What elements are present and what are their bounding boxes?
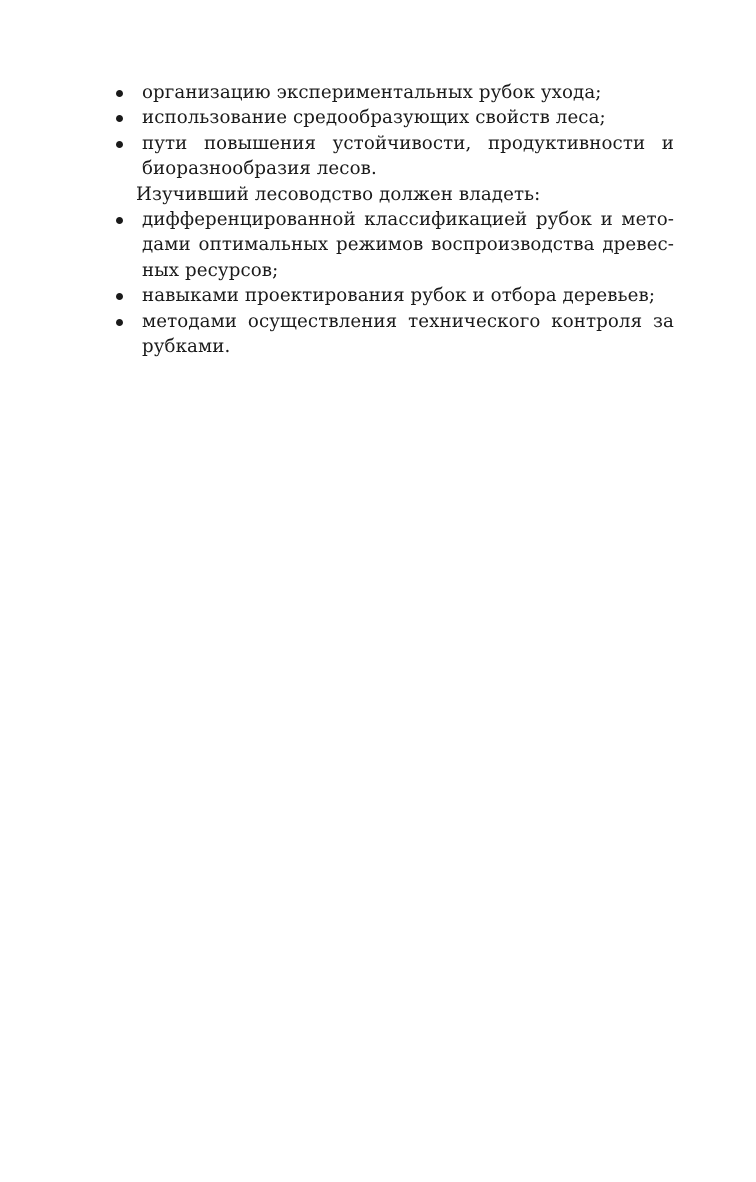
text-block (116, 80, 674, 359)
paragraph-intro: Изучивший лесоводство должен владеть: (136, 183, 541, 205)
list-item-line: организацию экспериментальных рубок ухода; (142, 82, 602, 103)
list-item-line: навыками проектирования рубок и отбора деревьев; (142, 285, 656, 307)
list-item-line: биоразнообразия лесов. (142, 158, 377, 180)
list-item (116, 283, 674, 308)
list-item-line: ных ресурсов; (142, 259, 279, 281)
list-item-line: дифференцированной классификацией рубок и мето- (142, 209, 674, 231)
bullet-icon (116, 293, 123, 300)
bullet-icon (116, 90, 123, 97)
bullet-list-topics (116, 80, 674, 182)
bullet-icon (116, 115, 123, 122)
list-item-line: методами осуществления технического контроля за (142, 310, 674, 332)
bullet-icon (116, 217, 123, 224)
list-item-line: рубками. (142, 336, 231, 358)
list-item (116, 80, 674, 105)
list-item (116, 207, 674, 283)
list-item (116, 105, 674, 130)
bullet-icon (116, 141, 123, 148)
list-item-line: использование средообразующих свойств леса; (142, 107, 606, 129)
list-item (116, 131, 674, 182)
bullet-list-skills (116, 207, 674, 359)
list-item (116, 309, 674, 360)
list-item-line: пути повышения устойчивости, продуктивности и (142, 132, 674, 154)
list-item-line: дами оптимальных режимов воспроизводства древес- (142, 234, 674, 256)
bullet-icon (116, 319, 123, 326)
